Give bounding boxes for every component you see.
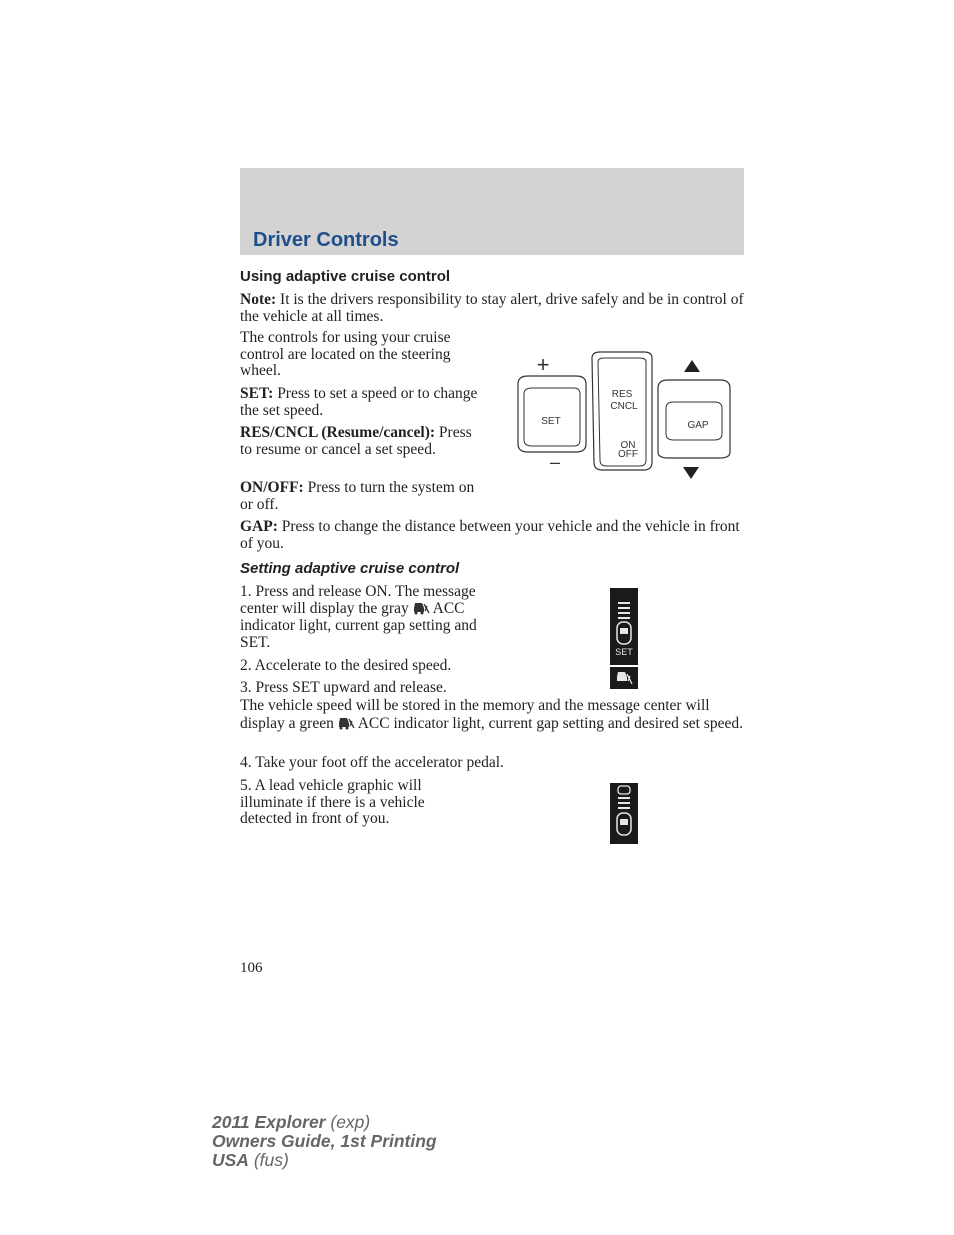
set-button-label: SET xyxy=(541,416,561,427)
step3-paragraph xyxy=(240,697,744,733)
step3-text-b: The vehicle speed will be stored in the memory and the message center will display a green xyxy=(240,697,710,732)
minus-icon: – xyxy=(549,452,561,472)
header-band xyxy=(240,168,744,255)
section-heading: Using adaptive cruise control xyxy=(240,268,451,285)
off-label: OFF xyxy=(618,449,638,460)
step1-text-a: 1. Press and release ON. The message center will display the gray xyxy=(240,583,476,617)
gap-rocker xyxy=(658,380,730,458)
footer-line-2: Owners Guide, 1st Printing xyxy=(212,1131,437,1151)
res-onoff-rocker xyxy=(592,352,652,470)
step4-paragraph: 4. Take your foot off the accelerator pedal. xyxy=(240,754,504,771)
cruise-control-diagram xyxy=(508,348,738,482)
on-label: ON xyxy=(620,440,636,451)
step5-paragraph: 5. A lead vehicle graphic will illuminate if there is a vehicle detected in front of you. xyxy=(240,777,425,827)
set-rocker xyxy=(518,376,586,452)
footer-model: 2011 Explorer xyxy=(212,1112,326,1132)
set-text: Press to set a speed or to change the set speed. xyxy=(240,385,478,419)
display-set-label: SET xyxy=(615,647,633,657)
res-label: RES/CNCL (Resume/cancel): xyxy=(240,424,436,441)
page-number: 106 xyxy=(240,960,263,976)
up-arrow-icon xyxy=(684,360,700,372)
set-label: SET: xyxy=(240,385,274,402)
onoff-label: ON/OFF: xyxy=(240,479,304,496)
note-paragraph xyxy=(240,292,744,325)
note-text: It is the drivers responsibility to stay alert, drive safely and be in control of the vehicle at all times. xyxy=(240,291,744,325)
onoff-paragraph xyxy=(240,480,485,513)
down-arrow-icon xyxy=(683,467,699,479)
plus-icon: + xyxy=(536,352,550,377)
footer-line-1 xyxy=(212,1113,437,1132)
footer-model-code: (exp) xyxy=(325,1112,371,1132)
footer-line-3 xyxy=(212,1151,437,1170)
page-title: Driver Controls xyxy=(253,229,399,251)
acc-green-icon xyxy=(338,716,355,730)
res-label: RES xyxy=(611,389,633,400)
gap-label: GAP: xyxy=(240,518,278,535)
gap-button-label: GAP xyxy=(687,420,709,431)
lead-vehicle-display xyxy=(610,783,638,844)
step3-line1: 3. Press SET upward and release. xyxy=(240,679,447,696)
step1-paragraph xyxy=(240,583,498,651)
acc-display-icon xyxy=(610,667,638,689)
footer-market: USA xyxy=(212,1150,249,1170)
acc-gray-icon xyxy=(413,601,430,615)
step1-text-b: ACC indicator light, current gap setting and SET. xyxy=(240,600,477,651)
onoff-text: Press to turn the system on or off. xyxy=(240,479,475,513)
setting-heading: Setting adaptive cruise control xyxy=(240,560,460,577)
set-paragraph xyxy=(240,386,480,419)
cncl-label: CNCL xyxy=(610,401,638,412)
gap-display-set xyxy=(610,588,638,665)
note-label: Note: xyxy=(240,291,277,308)
step2-paragraph: 2. Accelerate to the desired speed. xyxy=(240,657,452,674)
gap-paragraph xyxy=(240,519,744,552)
gap-text: Press to change the distance between your vehicle and the vehicle in front of you. xyxy=(240,518,740,552)
intro-paragraph: The controls for using your cruise control are located on the steering wheel. xyxy=(240,329,451,379)
footer xyxy=(212,1113,437,1170)
res-paragraph xyxy=(240,425,485,458)
footer-market-code: (fus) xyxy=(248,1150,289,1170)
step3-text-c: ACC indicator light, current gap setting and desired set speed. xyxy=(354,715,743,732)
res-text: Press to resume or cancel a set speed. xyxy=(240,424,472,458)
